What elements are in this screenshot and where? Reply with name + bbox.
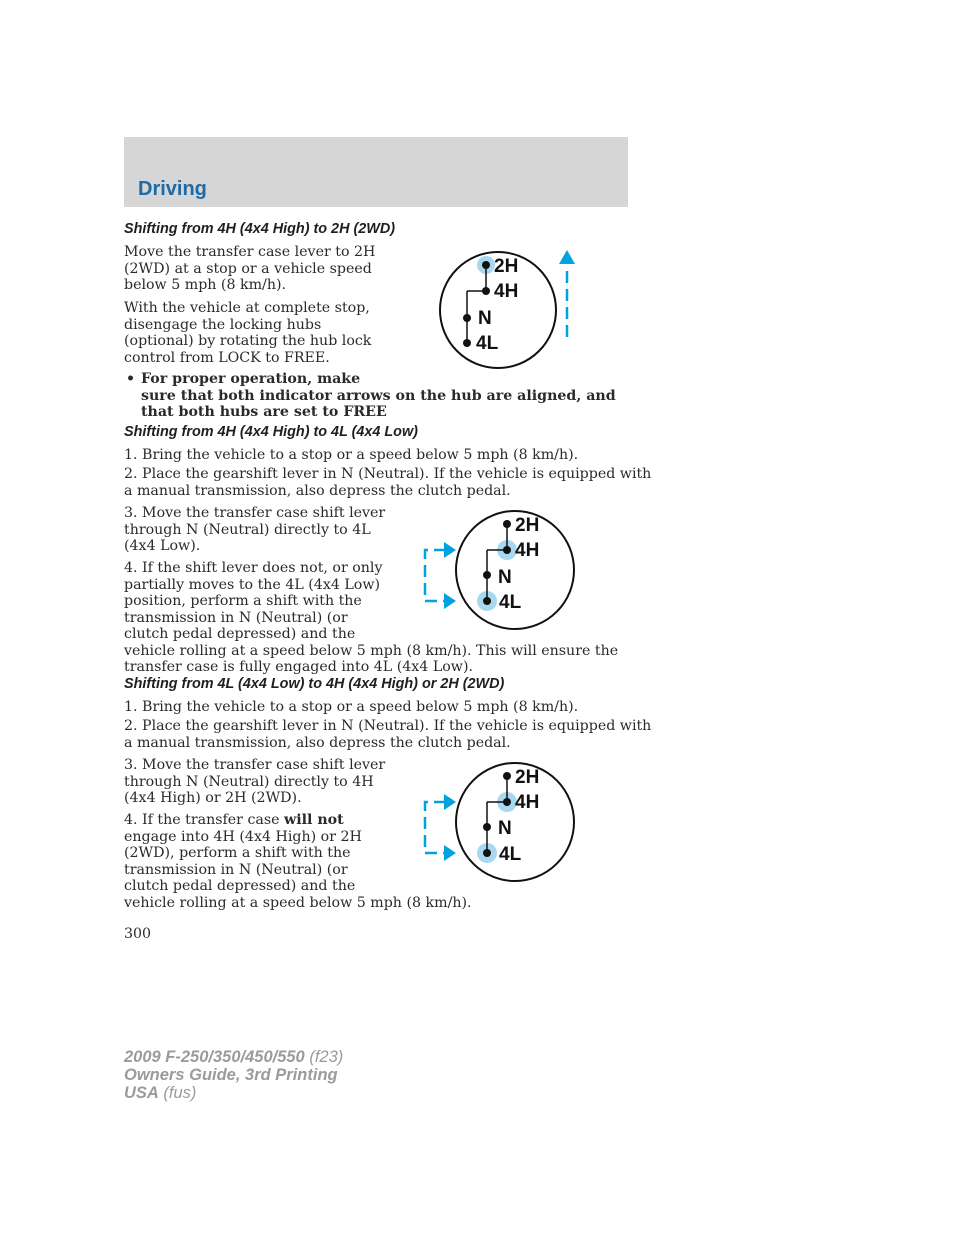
position-dot-4l: [483, 849, 491, 857]
label-4l: 4L: [499, 592, 522, 613]
text-line: a manual transmission, also depress the clutch pedal.: [124, 482, 511, 499]
section-header-band: [124, 137, 628, 207]
position-dot-2h: [503, 520, 511, 528]
label-2h: 2H: [494, 256, 519, 277]
label-4h: 4H: [515, 540, 540, 561]
paragraph: [124, 466, 651, 499]
text-line: 1. Bring the vehicle to a stop or a speed below 5 mph (8 km/h).: [124, 699, 579, 715]
text-line: engage into 4H (4x4 High) or 2H: [124, 828, 362, 845]
text-line: disengage the locking hubs: [124, 316, 322, 333]
text-line: 3. Move the transfer case shift lever: [124, 505, 386, 521]
paragraph: [124, 718, 651, 751]
text-line: 4. If the shift lever does not, or only: [124, 560, 383, 576]
text-line: Move the transfer case lever to 2H: [124, 244, 376, 260]
subheading-4h-to-4l: Shifting from 4H (4x4 High) to 4L (4x4 Low): [124, 424, 418, 440]
position-dot-4h: [503, 798, 511, 806]
paragraph: [124, 699, 578, 716]
text-line: control from LOCK to FREE.: [124, 349, 330, 366]
position-dot-4l: [463, 339, 471, 347]
text-line: vehicle rolling at a speed below 5 mph (8 km/h).: [124, 894, 472, 911]
subheading-4h-to-2h: Shifting from 4H (4x4 High) to 2H (2WD): [124, 221, 396, 237]
text-line: transmission in N (Neutral) (or: [124, 861, 348, 878]
text-line: position, perform a shift with the: [124, 593, 362, 609]
text-line: through N (Neutral) directly to 4H: [124, 773, 374, 790]
paragraph: [124, 300, 371, 366]
footer-code: (f23): [304, 1048, 344, 1066]
label-4h: 4H: [494, 281, 519, 302]
text-line: (2WD) at a stop or a vehicle speed: [124, 260, 372, 277]
up-arrow-icon: [559, 250, 575, 264]
shift-diagram-4l-to-4h: [418, 757, 578, 887]
text-line: through N (Neutral) directly to 4L: [124, 521, 371, 538]
text-line: vehicle rolling at a speed below 5 mph (8 km/h). This will ensure the: [124, 642, 619, 659]
paragraph: [124, 447, 578, 464]
text-line: (2WD), perform a shift with the: [124, 845, 351, 861]
text-line: For proper operation, make: [141, 371, 361, 387]
position-dot-n: [483, 823, 491, 831]
right-arrow-icon: [444, 845, 456, 861]
shift-diagram-4h-to-4l: [418, 505, 578, 635]
text-line: transfer case is fully engaged into 4L (4x4 Low).: [124, 659, 473, 675]
footer-line: [124, 1066, 343, 1084]
label-2h: 2H: [515, 767, 540, 788]
label-n: N: [498, 818, 512, 839]
text-line: a manual transmission, also depress the clutch pedal.: [124, 734, 511, 751]
footer-line: [124, 1048, 343, 1066]
text-line: (4x4 High) or 2H (2WD).: [124, 790, 302, 806]
text-line: 2. Place the gearshift lever in N (Neutral). If the vehicle is equipped with: [124, 718, 652, 734]
label-4h: 4H: [515, 792, 540, 813]
right-arrow-icon: [444, 593, 456, 609]
text-line: (optional) by rotating the hub lock: [124, 333, 372, 349]
emphasis-text: will not: [284, 812, 344, 828]
page-number: 300: [124, 926, 152, 942]
footer-model: 2009 F-250/350/450/550: [124, 1048, 305, 1066]
position-dot-n: [483, 571, 491, 579]
right-arrow-icon: [444, 794, 456, 810]
text-line: clutch pedal depressed) and the: [124, 626, 356, 642]
paragraph: [124, 244, 375, 294]
label-4l: 4L: [476, 333, 499, 354]
shift-path-bracket: [425, 550, 446, 601]
label-n: N: [498, 567, 512, 588]
footer-region: USA: [124, 1084, 159, 1102]
position-dot-2h: [503, 772, 511, 780]
shift-path-bracket: [425, 802, 446, 853]
position-dot-4h: [503, 546, 511, 554]
paragraph: [124, 505, 385, 555]
position-dot-2h: [482, 261, 490, 269]
bullet-dot: •: [126, 371, 136, 387]
text-run: 4. If the transfer case: [124, 812, 285, 828]
document-footer: [124, 1048, 343, 1102]
paragraph: [124, 757, 385, 807]
text-line: clutch pedal depressed) and the: [124, 878, 356, 894]
subheading-4l-to-4h-2h: Shifting from 4L (4x4 Low) to 4H (4x4 High) or 2H (2WD): [124, 676, 505, 692]
footer-region-code: (fus): [158, 1084, 197, 1102]
text-line: below 5 mph (8 km/h).: [124, 277, 287, 293]
text-line: transmission in N (Neutral) (or: [124, 609, 348, 626]
position-dot-4h: [482, 287, 490, 295]
text-line: sure that both indicator arrows on the hub are aligned, and: [141, 387, 616, 404]
text-line: (4x4 Low).: [124, 538, 201, 554]
text-line: 3. Move the transfer case shift lever: [124, 757, 386, 773]
label-2h: 2H: [515, 515, 540, 536]
footer-edition: Owners Guide, 3rd Printing: [124, 1066, 338, 1084]
footer-line: [124, 1084, 343, 1102]
label-4l: 4L: [499, 844, 522, 865]
text-line: 1. Bring the vehicle to a stop or a speed below 5 mph (8 km/h).: [124, 447, 579, 463]
right-arrow-icon: [444, 542, 456, 558]
position-dot-4l: [483, 597, 491, 605]
section-title: Driving: [138, 178, 207, 200]
position-dot-n: [463, 314, 471, 322]
text-line: partially moves to the 4L (4x4 Low): [124, 576, 381, 593]
text-line: 2. Place the gearshift lever in N (Neutral). If the vehicle is equipped with: [124, 466, 652, 482]
text-line: that both hubs are set to FREE: [141, 404, 387, 420]
label-n: N: [478, 308, 492, 329]
shift-diagram-4h-to-2h: [430, 245, 590, 375]
text-line: With the vehicle at complete stop,: [124, 300, 370, 316]
